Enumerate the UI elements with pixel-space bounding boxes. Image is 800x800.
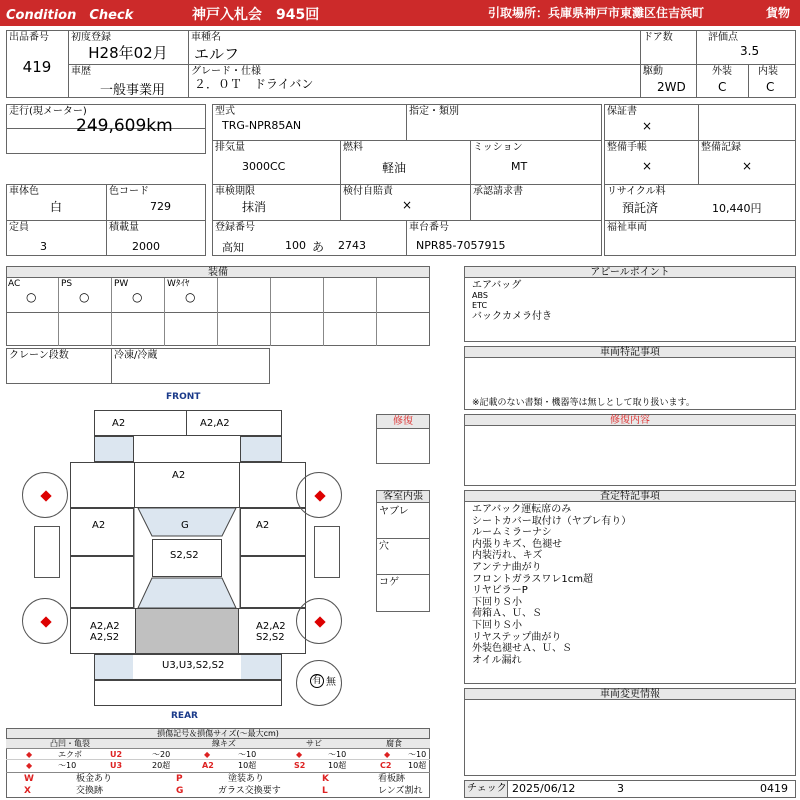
equipment-title: 装備 xyxy=(7,267,429,278)
legend-group-rust: サビ xyxy=(306,739,322,748)
legend-code-row xyxy=(6,774,430,785)
legend-cell: 看板跡 xyxy=(378,774,406,784)
grade-value: ２．０Ｔ ドライバン xyxy=(194,77,314,91)
records-value: × xyxy=(742,159,753,173)
inspector-note: 荷箱Ａ、Ｕ、Ｓ xyxy=(472,608,542,620)
rear-step xyxy=(94,680,282,706)
exterior-value: C xyxy=(718,80,727,94)
auction-name: 神戸入札会 945回 xyxy=(192,7,320,23)
legend-cell: 〜10 xyxy=(238,750,257,759)
legend-group-corrosion: 腐食 xyxy=(386,739,402,748)
first-reg-label: 初度登録 xyxy=(71,32,111,43)
self-inspect-label: 検付自賠責 xyxy=(343,186,393,197)
equip-ac-mark: ○ xyxy=(26,290,37,304)
inspector-note: ルームミラーナシ xyxy=(472,527,552,539)
change-info-box xyxy=(464,688,796,776)
interior-item-tear: ヤブレ xyxy=(379,506,409,517)
crane-label: クレーン段数 xyxy=(9,350,69,361)
equip-wtire-mark: ○ xyxy=(185,290,196,304)
records-label: 整備記録 xyxy=(701,142,741,153)
color-code-label: 色コード xyxy=(109,186,149,197)
appeal-item: ABS xyxy=(472,291,488,300)
check-count: 3 xyxy=(617,782,624,795)
inspector-note: 下回りＳ小 xyxy=(472,596,522,608)
legend-code: X xyxy=(24,786,31,796)
legend-code: C2 xyxy=(380,761,392,770)
inspector-notes-list xyxy=(472,504,631,666)
front-right-tire xyxy=(296,472,342,518)
equip-ac-label: AC xyxy=(8,279,21,289)
left-bed-side xyxy=(70,556,134,608)
equip-pw-mark: ○ xyxy=(132,290,143,304)
inspector-note: 内張りキズ、色褪せ xyxy=(472,538,563,550)
pickup-location: 引取場所：兵庫県神戸市東灘区住吉浜町 xyxy=(488,6,705,20)
appeal-title: アピールポイント xyxy=(465,267,795,278)
legend-cell: 塗装あり xyxy=(228,774,265,784)
color-label: 車体色 xyxy=(9,186,39,197)
score-value: 3.5 xyxy=(740,44,760,58)
drive-label: 駆動 xyxy=(643,66,663,77)
plate-label: 登録番号 xyxy=(215,222,255,233)
damage-cab: S2,S2 xyxy=(170,550,199,561)
equip-wtire-label: Wﾀｲﾔ xyxy=(167,279,190,289)
inspector-note: アンテナ曲がり xyxy=(472,561,542,573)
legend-code: U2 xyxy=(110,750,123,759)
rear-right-tire xyxy=(296,598,342,644)
legend-code: U3 xyxy=(110,761,123,770)
vehicle-kind: 貨物 xyxy=(766,6,791,20)
legend-cell: 〜10 xyxy=(328,750,347,759)
front-label: FRONT xyxy=(166,392,201,402)
header-title: Condition Check xyxy=(6,8,134,23)
right-bed-side xyxy=(240,556,306,608)
mileage-value: 249,609km xyxy=(76,116,173,136)
rear-label: REAR xyxy=(171,711,198,721)
capacity-label: 定員 xyxy=(9,222,29,233)
cargo-floor xyxy=(135,609,239,653)
legend-code: G xyxy=(176,786,184,796)
repair-title: 修復 xyxy=(377,415,429,429)
inspector-note: リヤステップ曲がり xyxy=(472,631,562,643)
appeal-item: バックカメラ付き xyxy=(472,311,552,322)
damage-front-right: A2,A2 xyxy=(200,418,230,429)
legend-cell: 〜10 xyxy=(408,750,427,759)
inspector-note: リヤビラーP xyxy=(472,585,528,597)
front-left-tire xyxy=(22,472,68,518)
appeal-item: エアバッグ xyxy=(472,280,522,291)
legend-code: S2 xyxy=(294,761,306,770)
documents-grid xyxy=(604,104,796,256)
fuel-value: 軽油 xyxy=(382,161,407,175)
equip-ps-mark: ○ xyxy=(79,290,90,304)
mission-value: MT xyxy=(511,160,528,173)
legend-row: ◆ 〜10 U3 20超 A2 10超 S2 10超 C2 10超 xyxy=(26,761,427,770)
model-value: TRG-NPR85AN xyxy=(222,119,302,132)
lot-number: 419 xyxy=(22,58,52,76)
inspector-note: 内装汚れ、キズ xyxy=(472,550,543,562)
legend-code: K xyxy=(322,774,329,784)
legend-cell: エクボ xyxy=(58,750,82,759)
drive-value: 2WD xyxy=(657,80,686,94)
right-door xyxy=(240,508,306,556)
warranty-label: 保証書 xyxy=(607,106,637,117)
legend-cell: 10超 xyxy=(238,761,257,770)
legend-group-scratch: 線キズ xyxy=(212,739,236,748)
manual-value: × xyxy=(642,159,653,173)
interior-label: 内装 xyxy=(758,66,778,77)
legend-code: A2 xyxy=(202,761,214,770)
legend-code-row xyxy=(6,786,430,797)
recycle-label: リサイクル料 xyxy=(607,186,666,197)
special-notes-title: 車両特記事項 xyxy=(465,347,795,358)
legend-cell: 板金あり xyxy=(76,774,113,784)
rear-right-lamp xyxy=(241,655,281,679)
legend-cell: 〜10 xyxy=(58,761,77,770)
damage-right-door: A2 xyxy=(256,520,270,531)
welfare-label: 福祉車両 xyxy=(607,222,647,233)
plate-area: 高知 xyxy=(222,241,244,254)
load-value: 2000 xyxy=(132,240,160,253)
displacement-value: 3000CC xyxy=(242,160,286,173)
capacity-value: 3 xyxy=(40,240,47,253)
chassis-label: 車台番号 xyxy=(409,222,449,233)
vehicle-name: エルフ xyxy=(194,45,240,63)
right-mirror xyxy=(314,526,340,578)
mission-label: ミッション xyxy=(473,142,523,153)
spare-no-mark: 無 xyxy=(326,677,336,688)
exterior-label: 外装 xyxy=(712,66,732,77)
equip-pw-label: PW xyxy=(114,279,129,289)
name-label: 車種名 xyxy=(191,32,221,43)
plate-kana: あ xyxy=(312,240,325,254)
freeze-label: 冷凍/冷蔵 xyxy=(114,350,158,361)
displacement-label: 排気量 xyxy=(215,142,245,153)
doors-label: ドア数 xyxy=(643,32,673,43)
warranty-value: × xyxy=(642,119,653,133)
model-label: 型式 xyxy=(215,106,235,117)
legend-code: L xyxy=(322,786,328,796)
color-value: 白 xyxy=(50,200,63,214)
left-door xyxy=(70,508,134,556)
front-right-glass xyxy=(241,437,281,461)
legend-code: P xyxy=(176,774,183,784)
chassis-value: NPR85-7057915 xyxy=(416,239,506,252)
recycle-status: 預託済 xyxy=(622,201,659,215)
interior-value: C xyxy=(766,80,775,94)
interior-trim-title: 客室内張 xyxy=(377,491,429,503)
designation-label: 指定・類別 xyxy=(409,106,459,117)
rear-left-tire xyxy=(22,598,68,644)
grade-label: グレード・仕様 xyxy=(191,66,261,77)
self-inspect-value: × xyxy=(402,198,413,212)
inspector-note: 下回りＳ小 xyxy=(472,619,522,631)
damage-front-left: A2 xyxy=(112,418,126,429)
damage-rear-right: A2,A2 S2,S2 xyxy=(256,621,286,643)
inspector-notes-title: 査定特記事項 xyxy=(465,491,795,502)
plate-number: 2743 xyxy=(338,239,366,252)
legend-cell: 10超 xyxy=(328,761,347,770)
color-code-value: 729 xyxy=(150,200,171,213)
fuel-label: 燃料 xyxy=(343,142,363,153)
special-notes-disclaimer: ※記載のない書類・機器等は無しとして取り扱います。 xyxy=(472,398,695,408)
legend-cell: ガラス交換要す xyxy=(218,786,281,796)
check-date: 2025/06/12 xyxy=(512,782,576,795)
mileage-label: 走行(現メーター) xyxy=(9,106,87,117)
legend-cell: 〜20 xyxy=(152,750,171,759)
history-value: 一般事業用 xyxy=(100,83,166,98)
plate-class: 100 xyxy=(285,239,306,252)
legend-code: W xyxy=(24,774,34,784)
damage-hood: A2 xyxy=(172,470,186,481)
rear-left-lamp xyxy=(95,655,133,679)
check-label: チェック xyxy=(467,783,507,794)
approval-label: 承認請求書 xyxy=(473,186,523,197)
legend-title: 損傷記号＆損傷サイズ(〜最大cm) xyxy=(7,729,429,739)
legend-row: ◆ エクボ U2 〜20 ◆ 〜10 ◆ 〜10 ◆ 〜10 xyxy=(6,749,430,760)
recycle-fee: 10,440円 xyxy=(712,202,762,215)
front-left-glass xyxy=(95,437,133,461)
legend-cell: レンズ割れ xyxy=(378,786,423,796)
inspection-label: 車検期限 xyxy=(215,186,255,197)
spare-yes-mark: 有 xyxy=(312,675,322,686)
change-info-title: 車両変更情報 xyxy=(465,689,795,700)
legend-group-dent: 凸凹・亀裂 xyxy=(50,739,90,748)
inspector-note: オイル漏れ xyxy=(472,654,522,666)
inspection-value: 抹消 xyxy=(242,200,267,214)
first-reg-value: H28年02月 xyxy=(88,44,168,62)
damage-rear-left: A2,A2 A2,S2 xyxy=(90,621,120,643)
appeal-list xyxy=(472,280,552,322)
equip-ps-label: PS xyxy=(61,279,73,289)
appeal-item: ETC xyxy=(472,301,488,310)
inspector-note: 外装色褪せＡ、Ｕ、Ｓ xyxy=(472,643,572,655)
inspector-note: エアバック運転席のみ xyxy=(472,504,572,515)
manual-label: 整備手帳 xyxy=(607,142,647,153)
inspector-note: シートカバー取付け（ヤブレ有り） xyxy=(472,515,632,527)
lot-label: 出品番号 xyxy=(9,32,49,43)
legend-cell: 20超 xyxy=(152,761,171,770)
legend-cell: 交換跡 xyxy=(76,786,104,796)
damage-roof: G xyxy=(181,520,189,531)
score-label: 評価点 xyxy=(708,32,738,43)
equipment-table xyxy=(6,266,430,346)
check-id: 0419 xyxy=(760,782,788,795)
damage-left-door: A2 xyxy=(92,520,106,531)
interior-item-burn: コゲ xyxy=(379,577,399,588)
repair-content-title: 修復内容 xyxy=(465,415,795,426)
legend-cell: 10超 xyxy=(408,761,427,770)
interior-item-hole: 穴 xyxy=(379,541,389,552)
history-label: 車歴 xyxy=(71,66,91,77)
inspector-note: フロントガラスワレ1cm超 xyxy=(472,573,594,585)
header-bar xyxy=(0,0,800,26)
damage-rear: U3,U3,S2,S2 xyxy=(162,660,225,671)
left-mirror xyxy=(34,526,60,578)
load-label: 積載量 xyxy=(109,222,139,233)
